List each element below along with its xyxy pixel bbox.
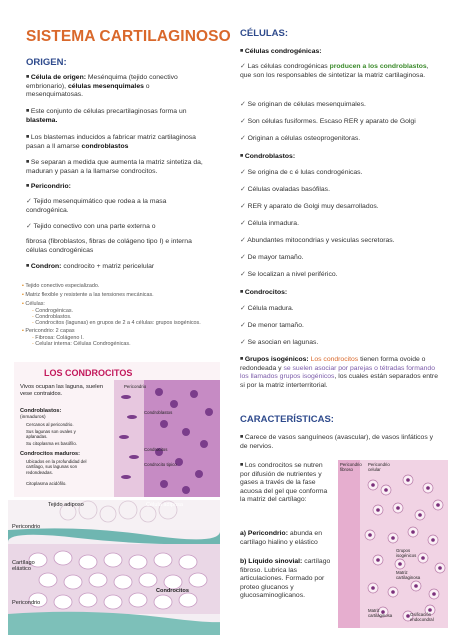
condroblastos-item: ✓ Célula inmadura. — [240, 220, 299, 227]
condroblasto-note: Sus lagunas son ovales y aplanadas. — [26, 429, 76, 440]
slide-subitem: - Condrogénicas. — [32, 308, 74, 314]
micrograph-label: Pericondrio — [12, 600, 41, 606]
slide-item: ▪ Pericondrio: 2 capas — [22, 328, 75, 334]
condroblastos-item: ✓ Abundantes mitocondrias y vesiculas secretoras. — [240, 237, 395, 244]
condroblastos-paragraph: ■ Los blastemas inducidos a fabricar matriz cartilaginosa pasan a ll amarse condroblastos — [26, 134, 196, 150]
maduro-note: Citoplasma acidófilo. — [26, 481, 67, 486]
pericondrio-item-2: ✓ Tejido conectivo con una parte externa o — [26, 223, 156, 230]
micrograph-label: Condrocitos — [156, 588, 189, 594]
maduros-heading: Condrocitos maduros: — [20, 451, 80, 457]
grupos-isogenicos-paragraph: ■ Grupos isogénicos: Los condrocitos tienen forma ovoide o redondeada y se suelen asociar por parejas o tétradas formando los llamados grupos isogénicos, los cuales están separados entre si por la matriz interterritorial. — [240, 356, 438, 389]
slide-subitem: - Fibrosa: Colágeno I. — [32, 335, 84, 341]
inmaduros-label: (inmaduros) — [20, 415, 46, 420]
condrocitos-paragraph: ■ Se separan a medida que aumenta la matriz sintetiza da, maduran y pasan a la llamarse condrocitos. — [26, 159, 203, 175]
condrogenicas-label: ■ Células condrogénicas: — [240, 48, 322, 55]
micrograph-label: Célula adiposa — [146, 502, 184, 508]
condroblastos-item: ✓ Se origina de c é lulas condrogénicas. — [240, 169, 363, 176]
condroblasto-note: Cercanos al pericondrio. — [26, 422, 74, 427]
caracteristicas-header: CARACTERÍSTICAS: — [240, 414, 334, 425]
micrograph-label: Pericondrio fibroso — [340, 462, 362, 472]
condrocitos-intro: Vivos ocupan las laguna, suelen vese contraidos. — [20, 384, 104, 397]
condroblastos-item: ✓ Células ovaladas basófilas. — [240, 186, 330, 193]
elastic-cartilage-panel — [8, 500, 220, 635]
pericondrio-item-1: ✓ Tejido mesenquimático que rodea a la masa condrogénica. — [26, 198, 167, 214]
slide-item: ▪ Células: — [22, 301, 45, 307]
caracteristica-item: ■ Carece de vasos sanguíneos (avascular), de vasos linfáticos y de nervios. — [240, 434, 434, 450]
summary-slide — [16, 283, 216, 359]
micrograph-label: Matriz cartilaginosa — [368, 608, 393, 618]
condrocitos-item: ✓ Se asocian en lagunas. — [240, 339, 319, 346]
condrocitos-panel — [14, 362, 220, 497]
condroblasto-note: Su citoplasma es basófilo. — [26, 441, 78, 446]
liquido-sinovial-nutricion: b) Líquido sinovial: cartílago fibroso. Lubrica las articulaciones. Formado por proteo glucanos y glucosaminoglicanos. — [240, 558, 331, 600]
condrocitos-label: ■ Condrocitos: — [240, 289, 288, 296]
condroblastos-item: ✓ RER y aparato de Golgi muy desarrollados. — [240, 203, 379, 210]
condroblastos-item: ✓ De mayor tamaño. — [240, 254, 304, 261]
micrograph-label: Cartílago elástico — [12, 560, 35, 572]
micrograph-label: Condroblastos — [144, 410, 173, 415]
pericondrio-label: ■ Pericondrio: — [26, 183, 71, 190]
condroblastos-item: ✓ Se localizan a nivel periférico. — [240, 271, 338, 278]
condrogenicas-item: ✓ Son células fusiformes. Escaso RER y aparato de Golgi — [240, 118, 416, 125]
hyaline-cartilage-panel — [338, 460, 448, 628]
celulas-header: CÉLULAS: — [240, 28, 289, 39]
slide-subitem: - Condroblastos. — [32, 314, 72, 320]
condrocitos-title: LOS CONDROCITOS — [44, 368, 133, 378]
blastema-paragraph: ■ Este conjunto de células precartilaginosas forma un blastema. — [26, 108, 187, 124]
maduro-note: Ubicados en la profundidad del cartílago, sus lagunas son redondeadas. — [26, 459, 87, 475]
slide-item: ▪ Matriz flexible y resistente a las tensiones mecánicas. — [22, 292, 154, 298]
condrocitos-item: ✓ Célula madura. — [240, 305, 294, 312]
slide-item: ▪ Tejido conectivo especializado. — [22, 283, 100, 289]
slide-subitem: - Celular interna: Células Condrogénicas. — [32, 341, 131, 347]
micrograph-label: Grupos isogénicos — [396, 548, 417, 558]
caracteristica-item: ■ Los condrocitos se nutren por difusión de nutrientes y gases a través de la fase acuosa del gel que conforma la matriz del cartílago: — [240, 462, 328, 504]
celula-origen-paragraph: ■ Célula de origen: Mesénquima (tejido conectivo embrionario), células mesenquimales o mesenquimatosas. — [26, 74, 178, 99]
micrograph-label: Matriz cartilaginosa — [396, 570, 421, 580]
micrograph-label: Condrocitos — [144, 447, 168, 452]
condrogenicas-item: ✓ Se originan de células mesenquimales. — [240, 101, 366, 108]
pericondrio-nutricion: a) Pericondrio: abunda en cartílago hialino y elástico — [240, 530, 322, 546]
condroblastos-label: ■ Condroblastos: — [240, 153, 296, 160]
condron-paragraph: ■ Condron: condrocito + matriz pericelular — [26, 263, 155, 270]
page-title: SISTEMA CARTILAGINOSO — [26, 28, 231, 45]
condrocitos-item: ✓ De menor tamaño. — [240, 322, 304, 329]
micrograph-label: Pericondrio celular — [368, 462, 390, 472]
condrogenicas-item: ✓ Las células condrogénicas producen a los condroblastos, que son los responsables de sintetizar la matriz cartilaginosa. — [240, 63, 429, 79]
micrograph-label: Tejido adiposo — [48, 502, 84, 508]
micrograph-label: Pericondrio — [124, 384, 147, 389]
pericondrio-item-3: fibrosa (fibroblastos, fibras de colágeno tipo I) e interna células condrogénicas — [26, 238, 192, 254]
origen-header: ORIGEN: — [26, 57, 67, 68]
micrograph-label: Pericondrio — [12, 524, 41, 530]
condrogenicas-item: ✓ Originan a células osteoprogenitoras. — [240, 135, 361, 142]
slide-subitem: - Condrocitos (lagunas) en grupos de 2 a 4 células: grupos isogénicos. — [32, 320, 201, 326]
hyaline-cartilage-micrograph — [338, 460, 448, 628]
condroblastos-heading: Condroblastos: — [20, 408, 62, 414]
micrograph-label: Osificación endocondral — [410, 612, 434, 622]
micrograph-label: Condrocito tipico — [144, 462, 177, 467]
